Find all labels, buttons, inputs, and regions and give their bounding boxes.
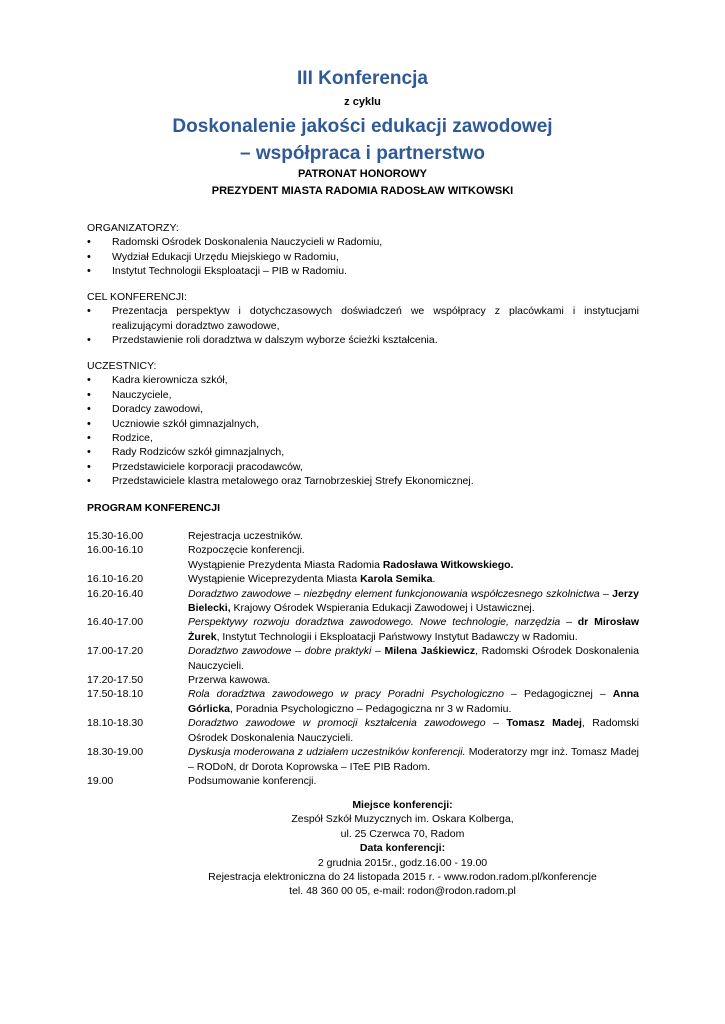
program-row (87, 687, 639, 716)
program-time: 17.20-17.50 (87, 674, 144, 687)
program-table (87, 529, 639, 788)
program-time: 16.00-16.10 (87, 544, 144, 557)
list-item: • Instytut Technologii Eksploatacji – PIB w Radomiu. (87, 264, 639, 278)
venue-line-2: ul. 25 Czerwca 70, Radom (340, 827, 465, 840)
program-time: 18.30-19.00 (87, 746, 144, 759)
conference-theme (0, 113, 725, 167)
program-row (87, 745, 639, 774)
program-description: Doradztwo zawodowe – niezbędny element funkcjonowania współczesnego szkolnictwa – Jerzy Bielecki, Krajowy Ośrodek Wspierania Edukacji Zawodowej i Ustawicznej. (188, 587, 639, 615)
registration-line: Rejestracja elektroniczna do 24 listopada 2015 r. - www.rodon.radom.pl/konferencje (208, 871, 597, 884)
program-row (87, 572, 639, 586)
patron-line-1: PATRONAT HONOROWY (298, 168, 427, 180)
program-description: Rejestracja uczestników. (188, 530, 303, 542)
program-heading: PROGRAM KONFERENCJI (87, 502, 221, 514)
program-time: 16.10-16.20 (87, 573, 144, 586)
program-row (87, 716, 639, 745)
list-item: • Nauczyciele, (87, 388, 639, 402)
program-description: Dyskusja moderowana z udziałem uczestników konferencji. Moderatorzy mgr inż. Tomasz Madej – RODoN, dr Dorota Koprowska – ITeE PIB Radom. (188, 746, 639, 773)
program-description: Rola doradztwa zawodowego w pracy Poradni Psychologiczno – Pedagogicznej – Anna Górlicka, Poradnia Psychologiczno – Pedagogiczna nr 3 w Radomiu. (188, 688, 640, 715)
program-description: Podsumowanie konferencji. (188, 774, 317, 787)
program-description: Rozpoczęcie konferencji. (188, 544, 305, 557)
program-time: 17.50-18.10 (87, 688, 144, 701)
participants-section (87, 359, 639, 489)
program-row (87, 774, 639, 788)
program-description: Wystąpienie Wiceprezydenta Miasta Karola Semika. (188, 573, 436, 586)
program-description: Doradztwo zawodowe – dobre praktyki – Milena Jaśkiewicz, Radomski Ośrodek Doskonalenia Nauczycieli. (188, 645, 639, 672)
list-item: • Wydział Edukacji Urzędu Miejskiego w Radomiu, (87, 250, 639, 264)
program-time: 18.10-18.30 (87, 717, 144, 730)
theme-line-2: – współpraca i partnerstwo (240, 143, 485, 164)
patron-line-2: PREZYDENT MIASTA RADOMIA RADOSŁAW WITKOWSKI (211, 185, 514, 197)
conference-subtitle: z cyklu (344, 96, 381, 108)
program-row (87, 615, 639, 644)
organizers-heading: ORGANIZATORZY: (87, 222, 179, 234)
venue-heading: Miejsce konferencji: (352, 799, 453, 811)
date-line: 2 grudnia 2015r., godz.16.00 - 19.00 (317, 856, 488, 869)
program-row (87, 644, 639, 673)
program-description: Wystąpienie Prezydenta Miasta Radomia Radosława Witkowskiego. (188, 558, 514, 571)
theme-line-1: Doskonalenie jakości edukacji zawodowej (172, 116, 553, 137)
program-description: Doradztwo zawodowe w promocji kształcenia zawodowego – Tomasz Madej, Radomski Ośrodek Doskonalenia Nauczycieli. (188, 717, 639, 744)
goal-heading: CEL KONFERENCJI: (87, 291, 187, 303)
program-time (87, 558, 188, 572)
organizers-section (87, 221, 639, 279)
list-item: • Kadra kierownicza szkół, (87, 373, 639, 387)
program-row (87, 587, 639, 616)
program-row (87, 673, 639, 687)
program-time: 19.00 (87, 774, 114, 787)
goal-section (87, 290, 639, 348)
list-item: • Doradcy zawodowi, (87, 402, 639, 416)
list-item: • Rady Rodziców szkół gimnazjalnych, (87, 445, 639, 459)
program-row (87, 529, 639, 543)
program-time: 16.20-16.40 (87, 587, 144, 600)
program-description: Perspektywy rozwoju doradztwa zawodowego. Nowe technologie, narzędzia – dr Mirosław Żurek, Instytut Technologii i Eksploatacji Państwowy Instytut Badawczy w Radomiu. (188, 616, 639, 643)
conference-title: III Konferencja (297, 68, 428, 89)
list-item: • Uczniowie szkół gimnazjalnych, (87, 417, 639, 431)
program-row (87, 543, 639, 557)
list-item: • Radomski Ośrodek Doskonalenia Nauczycieli w Radomiu, (87, 235, 639, 249)
venue-line-1: Zespół Szkół Muzycznych im. Oskara Kolberga, (291, 813, 514, 826)
list-item: • Przedstawiciele klastra metalowego oraz Tarnobrzeskiej Strefy Ekonomicznej. (87, 474, 639, 488)
honorary-patronage (0, 166, 725, 200)
participants-list (87, 373, 639, 488)
program-time: 15.30-16.00 (87, 530, 144, 542)
contact-line: tel. 48 360 00 05, e-mail: rodon@rodon.radom.pl (289, 885, 516, 898)
list-item: • Przedstawiciele korporacji pracodawców, (87, 460, 639, 474)
program-time: 16.40-17.00 (87, 616, 144, 629)
program-description: Przerwa kawowa. (188, 674, 271, 687)
list-item: • Prezentacja perspektyw i dotychczasowych doświadczeń we współpracy z placówkami i instytucjami realizującymi doradztwo zawodowe, (87, 304, 639, 333)
participants-heading: UCZESTNICY: (87, 360, 157, 372)
program-row (87, 558, 639, 572)
list-item: • Przedstawienie roli doradztwa w dalszym wyborze ścieżki kształcenia. (87, 333, 639, 347)
goal-list (87, 304, 639, 347)
venue-info (0, 798, 725, 899)
list-item: • Rodzice, (87, 431, 639, 445)
organizers-list (87, 235, 639, 278)
date-heading: Data konferencji: (359, 842, 446, 855)
program-time: 17.00-17.20 (87, 645, 144, 658)
